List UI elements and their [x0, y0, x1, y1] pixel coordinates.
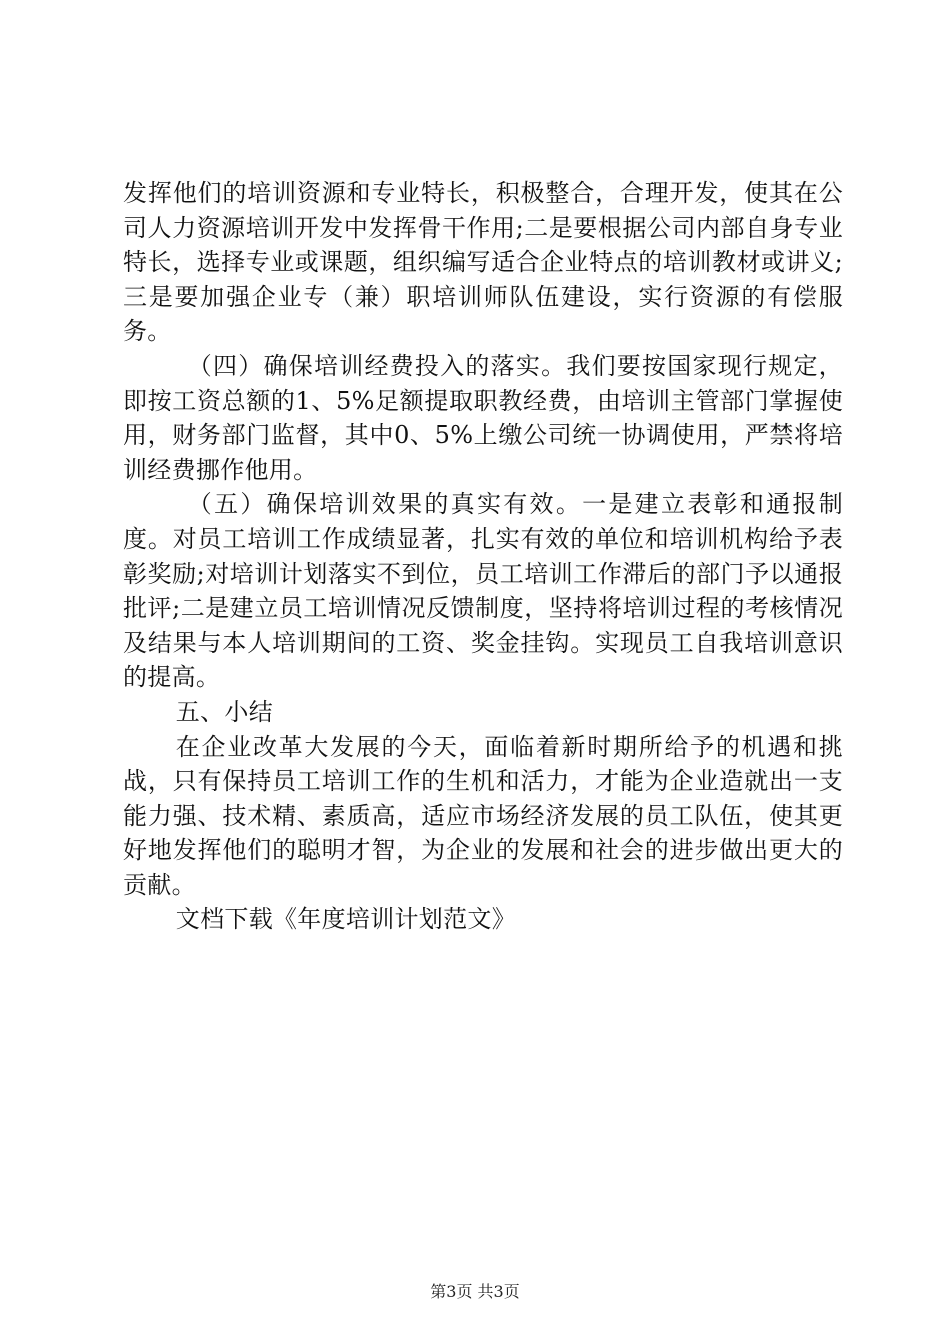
paragraph-section-four: （四）确保培训经费投入的落实。我们要按国家现行规定，即按工资总额的1、5%足额提取职教经费，由培训主管部门掌握使用，财务部门监督，其中0、5%上缴公司统一协调使用，严禁将培训经费挪作他用。: [123, 351, 843, 484]
document-body: [123, 176, 843, 937]
download-link[interactable]: 文档下载《年度培训计划范文》: [175, 905, 516, 934]
paragraph-section-five: （五）确保培训效果的真实有效。一是建立表彰和通报制度。对员工培训工作成绩显著，扎实有效的单位和培训机构给予表彰奖励;对培训计划落实不到位，员工培训工作滞后的部门予以通报批评;二是建立员工培训情况反馈制度，坚持将培训过程的考核情况及结果与本人培训期间的工资、奖金挂钩。实现员工自我培训意识的提高。: [123, 490, 843, 692]
paragraph-continuation: 发挥他们的培训资源和专业特长，积极整合，合理开发，使其在公司人力资源培训开发中发挥骨干作用;二是要根据公司内部自身专业特长，选择专业或课题，组织编写适合企业特点的培训教材或讲义;三是要加强企业专（兼）职培训师队伍建设，实行资源的有偿服务。: [123, 179, 843, 346]
heading-summary: 五、小结: [175, 697, 273, 726]
paragraph-summary: 在企业改革大发展的今天，面临着新时期所给予的机遇和挑战，只有保持员工培训工作的生机和活力，才能为企业造就出一支能力强、技术精、素质高，适应市场经济发展的员工队伍，使其更好地发挥他们的聪明才智，为企业的发展和社会的进步做出更大的贡献。: [123, 732, 843, 899]
page-number-footer: 第3页 共3页: [430, 1282, 520, 1301]
